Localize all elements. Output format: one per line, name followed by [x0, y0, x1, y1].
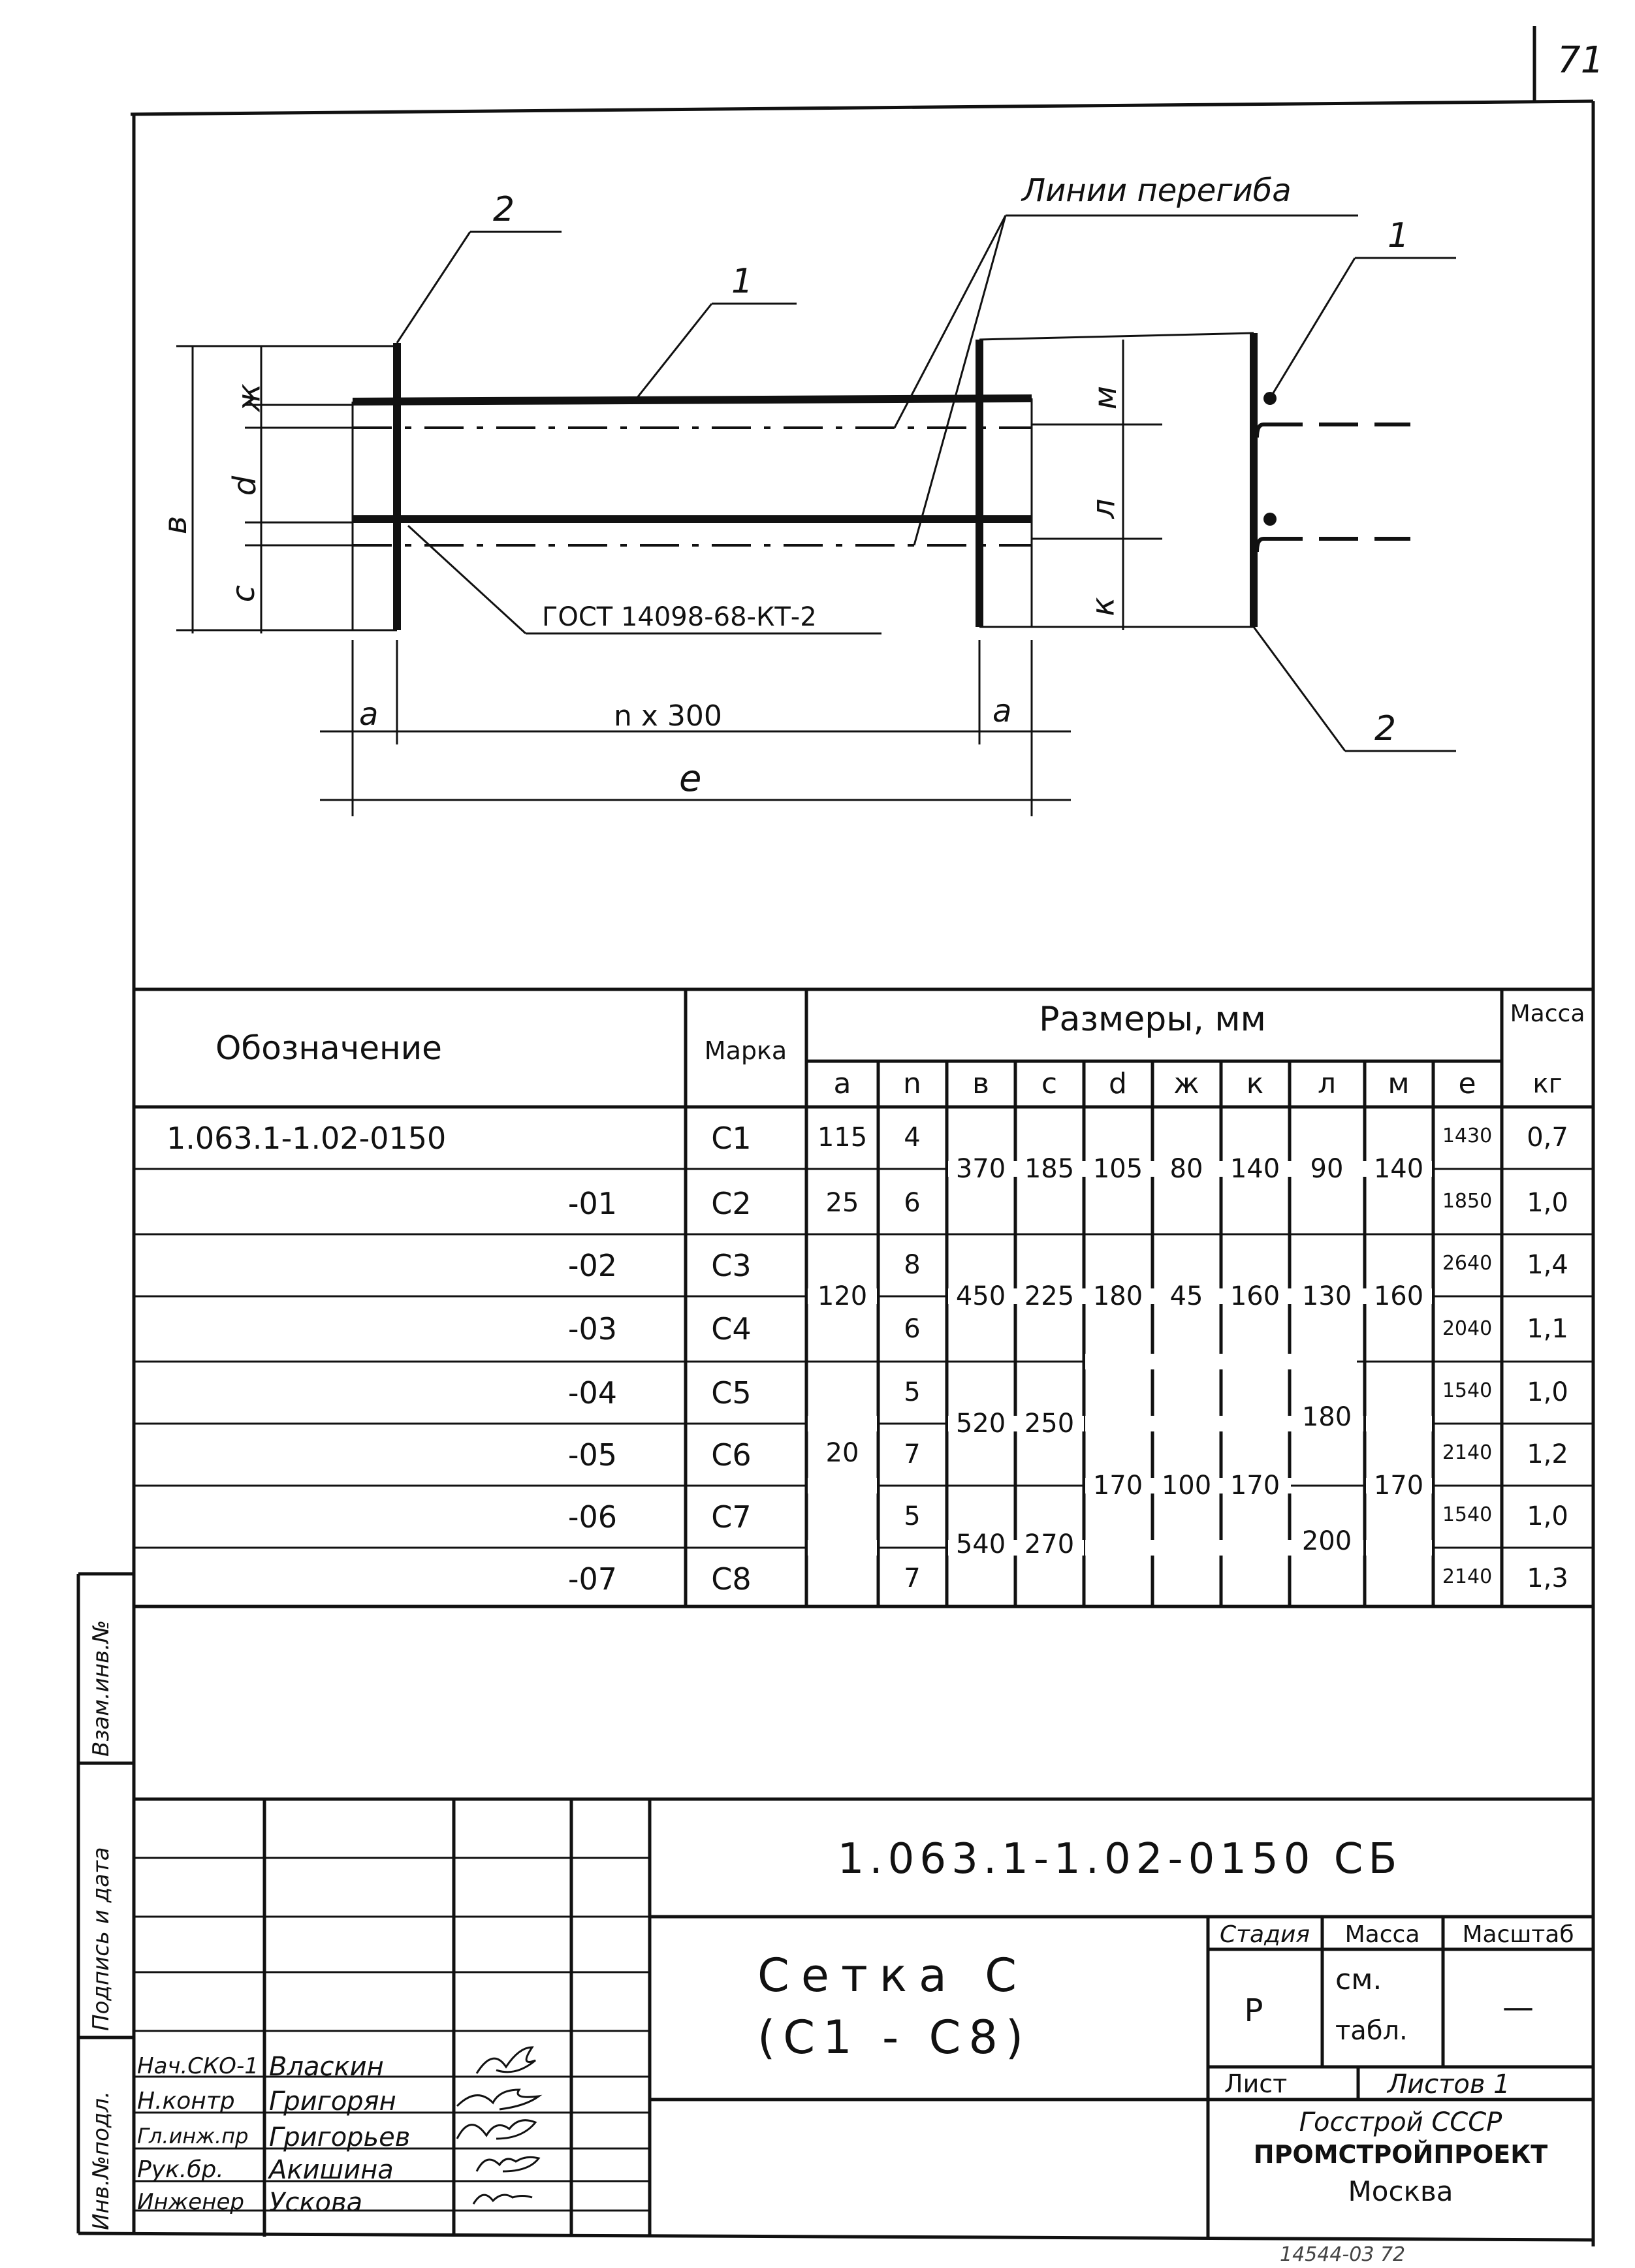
- row-mass: 1,0: [1527, 1188, 1568, 1218]
- org-line-2: ПРОМСТРОЙПРОЕКТ: [1253, 2140, 1548, 2169]
- mass-label: Масса: [1344, 1921, 1420, 1948]
- row-e: 2140: [1442, 1441, 1493, 1464]
- cell-c: 225: [1024, 1281, 1075, 1311]
- row-e: 1430: [1442, 1125, 1493, 1147]
- cell-b: 370: [955, 1154, 1006, 1184]
- sheets-label: Листов 1: [1388, 2069, 1510, 2100]
- row-mark: С2: [711, 1186, 752, 1221]
- dim-k: к: [1085, 597, 1122, 616]
- org-line-1: Госстрой СССР: [1299, 2107, 1502, 2137]
- row-a: 115: [817, 1123, 868, 1153]
- cell-c: 250: [1024, 1409, 1075, 1439]
- cell-zh: 80: [1169, 1154, 1203, 1184]
- row-n: 8: [904, 1250, 921, 1280]
- row-n: 5: [904, 1377, 921, 1407]
- mass-value-2: табл.: [1335, 2016, 1408, 2046]
- row-mark: С1: [711, 1121, 752, 1156]
- row-e: 1850: [1442, 1190, 1493, 1213]
- row-n: 4: [904, 1123, 921, 1153]
- dim-e: e: [679, 758, 702, 800]
- cell-m: 160: [1373, 1281, 1424, 1311]
- row-designation: -05: [567, 1437, 617, 1473]
- sheet-label: Лист: [1224, 2069, 1288, 2098]
- dim-b: в: [157, 515, 195, 535]
- col-c: с: [1041, 1067, 1058, 1100]
- stage-label: Стадия: [1219, 1921, 1310, 1948]
- col-header-dimensions: Размеры, мм: [1039, 1000, 1266, 1039]
- cell-l: 90: [1310, 1154, 1344, 1184]
- col-header-mark: Марка: [704, 1036, 787, 1065]
- role: Рук.бр.: [137, 2156, 224, 2183]
- cell-a: 20: [825, 1438, 859, 1468]
- row-mass: 1,0: [1527, 1501, 1568, 1531]
- cell-d: 180: [1092, 1281, 1143, 1311]
- dim-a-right: a: [992, 693, 1012, 729]
- mass-value-1: см.: [1335, 1963, 1382, 1996]
- stage-value: Р: [1244, 1992, 1263, 2029]
- col-k: к: [1246, 1067, 1264, 1100]
- col-d: d: [1109, 1067, 1127, 1100]
- dim-l: л: [1085, 498, 1122, 519]
- col-n: n: [903, 1067, 921, 1100]
- col-b: в: [972, 1067, 989, 1100]
- dim-c: с: [225, 584, 262, 603]
- col-header-designation: Обозначение: [215, 1029, 442, 1067]
- person-name: Власкин: [269, 2052, 384, 2082]
- cell-d: 105: [1092, 1154, 1143, 1184]
- doc-code: 1.063.1-1.02-0150 СБ: [837, 1835, 1403, 1883]
- row-mass: 1,4: [1527, 1250, 1568, 1280]
- row-mark: С5: [711, 1375, 752, 1411]
- row-mark: С8: [711, 1561, 752, 1597]
- scale-value: —: [1502, 1989, 1534, 2026]
- page-number: 71: [1557, 39, 1604, 82]
- side-label-inv-original: Инв.№подл.: [88, 2091, 114, 2230]
- cell-b: 450: [955, 1281, 1006, 1311]
- dim-m: м: [1087, 385, 1124, 410]
- person-name: Григорьев: [269, 2122, 411, 2152]
- row-designation: -04: [567, 1375, 617, 1411]
- row-designation: 1.063.1-1.02-0150: [167, 1121, 447, 1156]
- callout-2-right: 2: [1374, 709, 1397, 748]
- person-name: Ускова: [269, 2188, 363, 2218]
- col-e: e: [1458, 1067, 1476, 1100]
- cell-l: 180: [1301, 1402, 1352, 1432]
- col-a: a: [833, 1067, 851, 1100]
- row-mark: С7: [711, 1499, 752, 1535]
- row-n: 7: [904, 1563, 921, 1593]
- top-longitudinal-bar: [353, 398, 1032, 402]
- row-mass: 1,0: [1527, 1377, 1568, 1407]
- org-line-3: Москва: [1348, 2175, 1453, 2207]
- row-designation: -03: [567, 1311, 617, 1347]
- cell-c: 185: [1024, 1154, 1075, 1184]
- cell-b: 540: [955, 1529, 1006, 1559]
- cell-c: 270: [1024, 1529, 1075, 1559]
- bottom-note: 14544-03 72: [1280, 2243, 1406, 2266]
- row-a: 25: [825, 1188, 859, 1218]
- callout-1-left: 1: [731, 262, 754, 301]
- col-zh: ж: [1173, 1067, 1199, 1100]
- row-mark: С6: [711, 1437, 752, 1473]
- row-mark: С3: [711, 1248, 752, 1283]
- dim-d: d: [227, 475, 264, 496]
- role: Инженер: [137, 2189, 244, 2215]
- row-e: 2640: [1442, 1252, 1493, 1275]
- side-label-replaced-inv: Взам.инв.№: [88, 1620, 114, 1757]
- row-mass: 0,7: [1527, 1123, 1568, 1153]
- row-n: 7: [904, 1439, 921, 1469]
- frame-top: [131, 101, 1593, 114]
- cell-zh: 45: [1169, 1281, 1203, 1311]
- cell-m: 140: [1373, 1154, 1424, 1184]
- row-e: 1540: [1442, 1503, 1493, 1526]
- row-mark: С4: [711, 1311, 752, 1347]
- dim-a-left: a: [359, 696, 379, 733]
- row-designation: -01: [567, 1186, 617, 1221]
- cell-k: 170: [1230, 1471, 1280, 1501]
- cell-k: 140: [1230, 1154, 1280, 1184]
- cell-a: 120: [817, 1281, 868, 1311]
- role: Нач.СКО-1: [137, 2053, 259, 2079]
- cell-m: 170: [1373, 1471, 1424, 1501]
- col-m: м: [1388, 1067, 1410, 1100]
- col-header-mass-unit: кг: [1532, 1069, 1563, 1099]
- dim-zh: ж: [230, 383, 268, 412]
- col-header-mass: Масса: [1510, 1000, 1585, 1027]
- callout-2-left: 2: [493, 190, 515, 229]
- row-n: 6: [904, 1314, 921, 1344]
- row-mass: 1,3: [1527, 1563, 1568, 1593]
- cell-d: 170: [1092, 1471, 1143, 1501]
- role: Гл.инж.пр: [137, 2124, 249, 2148]
- col-l: л: [1317, 1067, 1337, 1100]
- row-e: 2040: [1442, 1317, 1493, 1340]
- side-label-signature-date: Подпись и дата: [88, 1847, 114, 2031]
- title-line-2: (С1 - С8): [757, 2011, 1032, 2064]
- row-mass: 1,1: [1527, 1314, 1568, 1344]
- cell-zh: 100: [1161, 1471, 1212, 1501]
- cell-k: 160: [1230, 1281, 1280, 1311]
- callout-1-right: 1: [1388, 216, 1410, 255]
- row-designation: -02: [567, 1248, 617, 1283]
- scale-label: Масштаб: [1462, 1921, 1574, 1948]
- person-name: Акишина: [269, 2155, 394, 2185]
- cell-b: 520: [955, 1409, 1006, 1439]
- row-mass: 1,2: [1527, 1439, 1568, 1469]
- cell-l: 200: [1301, 1526, 1352, 1556]
- role: Н.контр: [137, 2088, 235, 2115]
- dim-span: n x 300: [614, 699, 722, 733]
- row-e: 2140: [1442, 1565, 1493, 1588]
- row-n: 5: [904, 1501, 921, 1531]
- bend-lines-label: Линии перегиба: [1022, 172, 1292, 209]
- title-line-1: Сетка С: [757, 1949, 1029, 2002]
- person-name: Григорян: [269, 2086, 396, 2116]
- row-designation: -07: [567, 1561, 617, 1597]
- frame-bottom: [78, 2233, 1593, 2240]
- cell-l: 130: [1301, 1281, 1352, 1311]
- row-e: 1540: [1442, 1379, 1493, 1402]
- row-designation: -06: [567, 1499, 617, 1535]
- row-n: 6: [904, 1188, 921, 1218]
- gost-label: ГОСТ 14098-68-КТ-2: [542, 602, 817, 632]
